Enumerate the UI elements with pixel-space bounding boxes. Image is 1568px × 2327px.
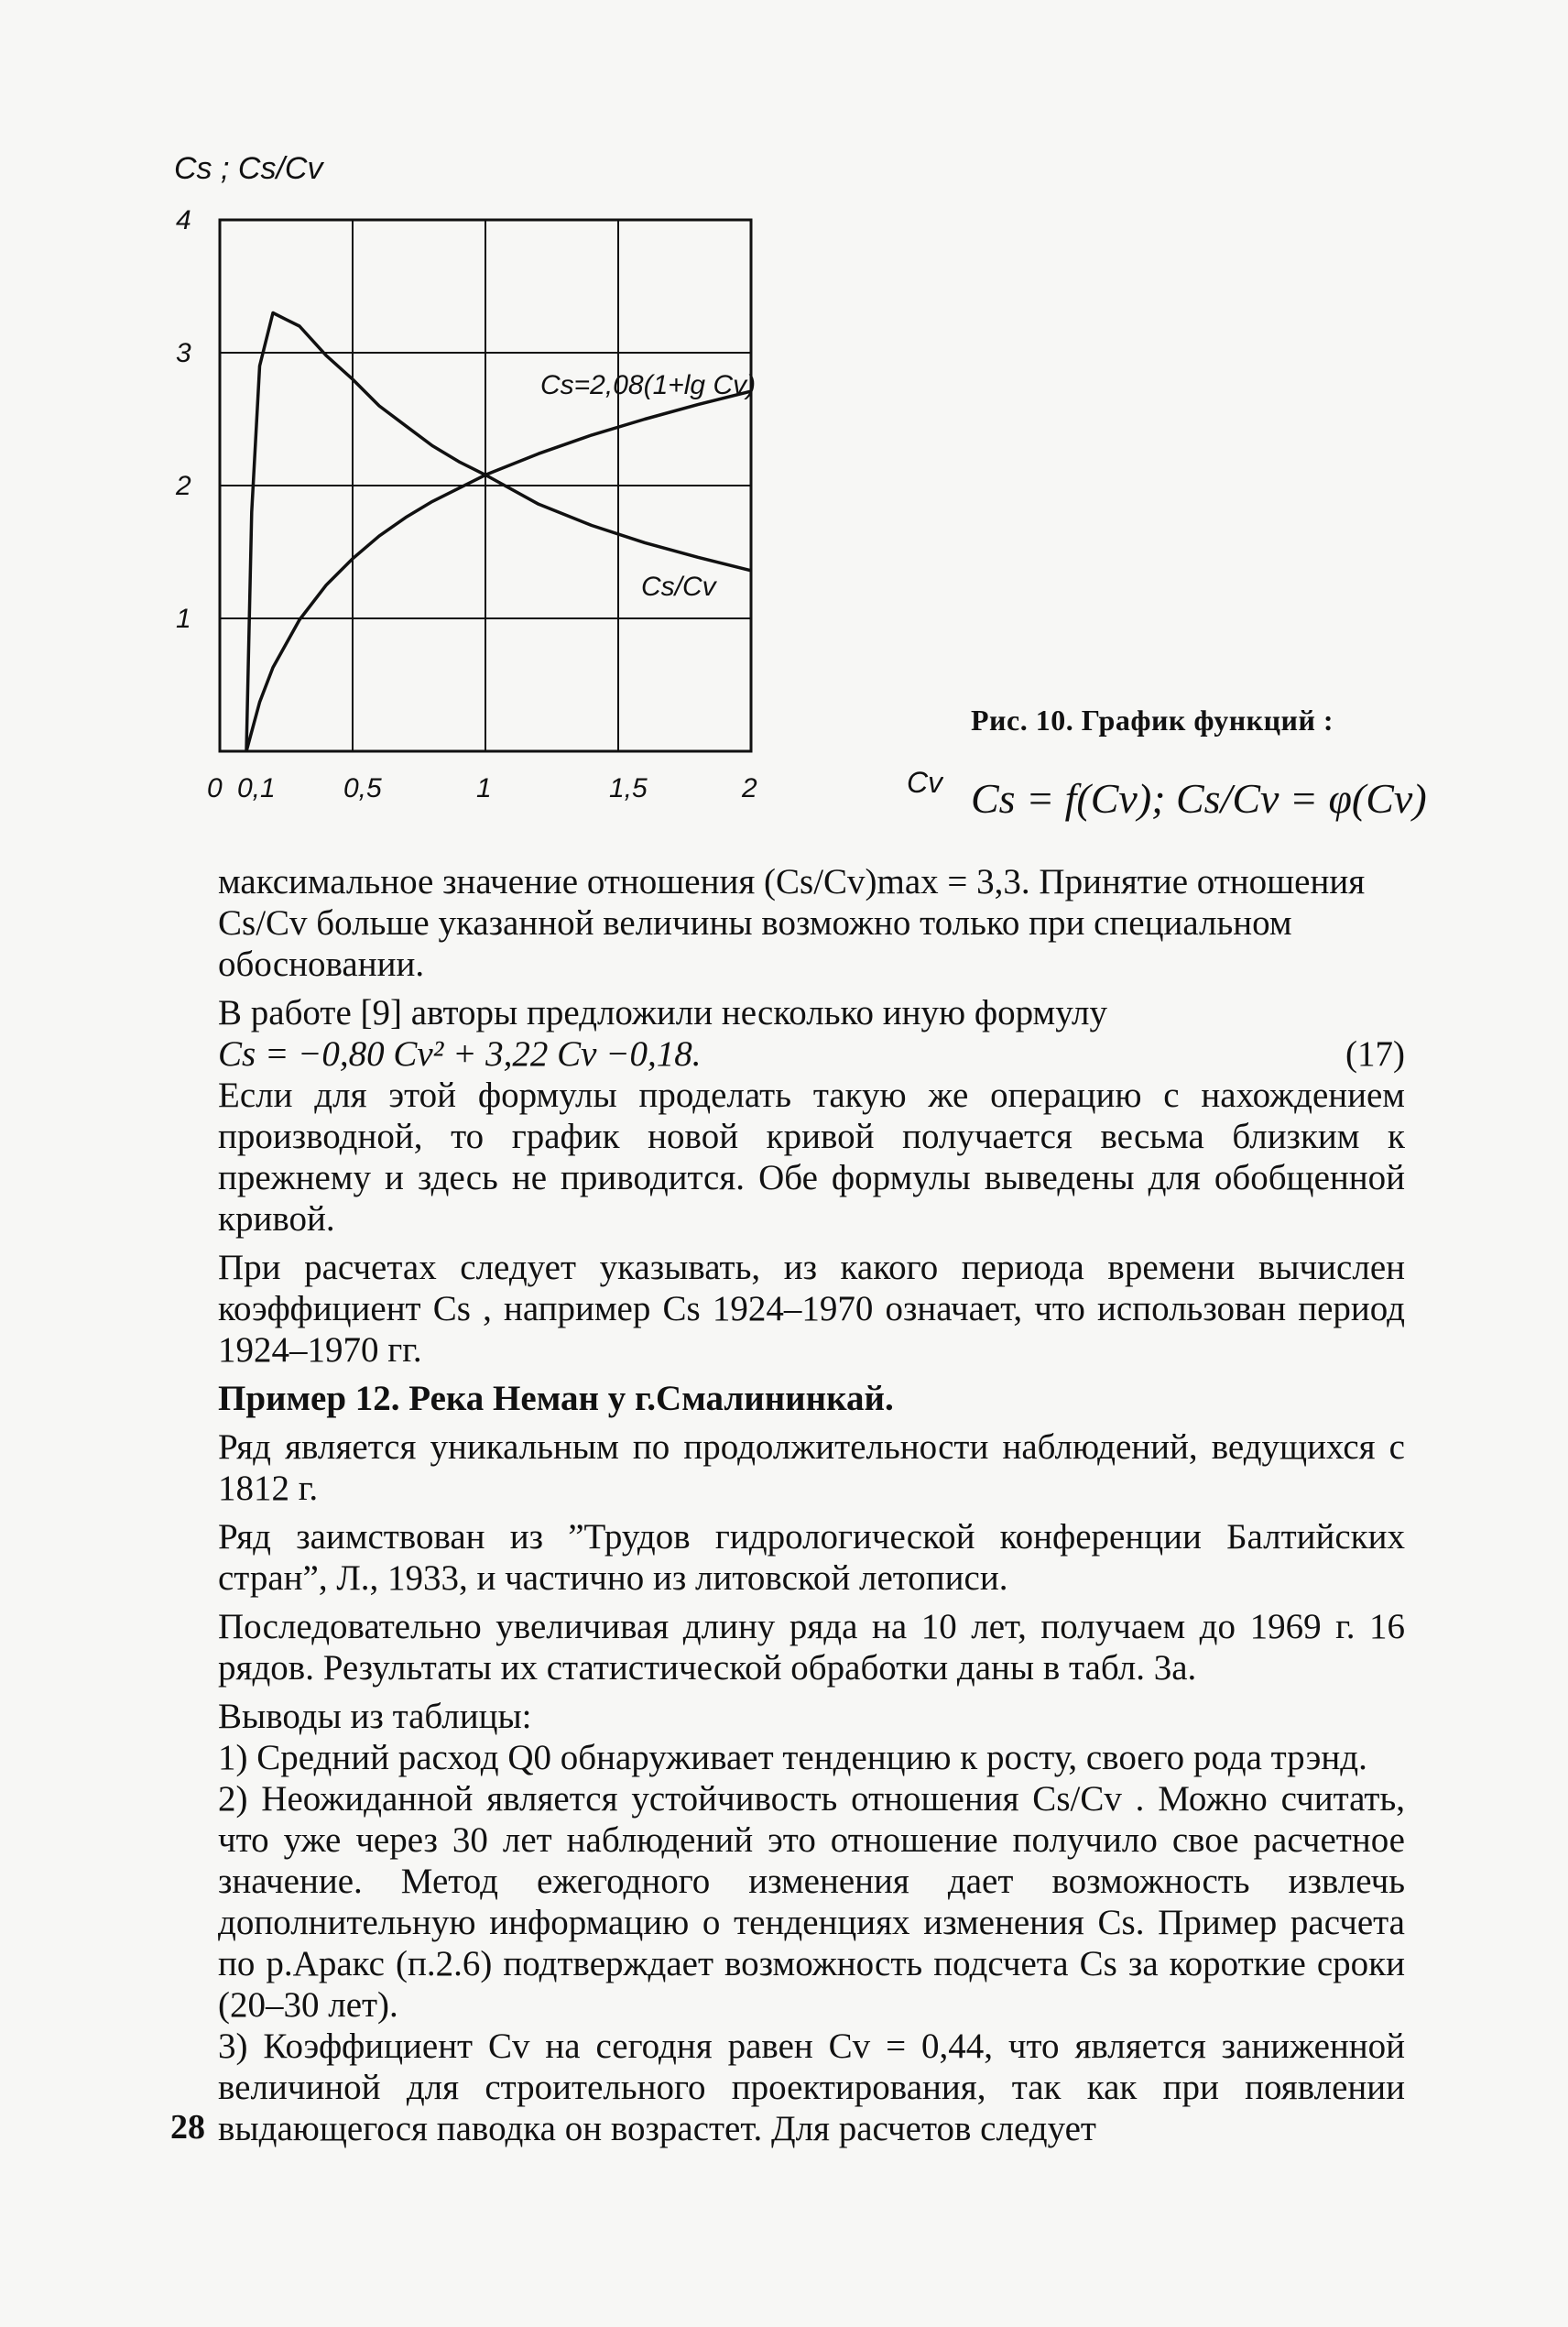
x-tick-label: 1,5	[609, 773, 648, 803]
paragraph: 2) Неожиданной является устойчивость отношения Cs/Cv . Можно считать, что уже через 30 лет наблюдений это отношение получило свое расчетное значение. Метод ежегодного изменения дает возможность извлечь дополнительную информацию о тенденциях изменения Cs. Пример расчета по р.Аракс (п.2.6) подтверждает возможность подсчета Cs за короткие сроки (20–30 лет).	[218, 1779, 1405, 2025]
paragraph: Если для этой формулы проделать такую же операцию с нахождением производной, то график новой кривой получается весьма близким к прежнему и здесь не приводится. Обе формулы выведены для обобщенной кривой.	[218, 1076, 1405, 1239]
paragraph: Последовательно увеличивая длину ряда на 10 лет, получаем до 1969 г. 16 рядов. Результаты их статистической обработки даны в табл. 3а.	[218, 1607, 1405, 1688]
y-axis-label: Cs ; Cs/Cv	[174, 151, 323, 186]
y-tick-label: 4	[176, 205, 191, 235]
formula-17	[218, 1033, 1405, 1075]
example-heading: Пример 12. Река Неман у г.Смалининкай.	[218, 1379, 894, 1418]
x-tick-label: 2	[742, 773, 757, 803]
paragraph: Выводы из таблицы:	[218, 1697, 532, 1736]
series-label-cs: Cs=2,08(1+lg Cv)	[540, 370, 757, 400]
y-tick-label: 1	[176, 604, 191, 634]
page-number: 28	[170, 2108, 205, 2147]
plot-area	[175, 205, 757, 803]
paragraph: В работе [9] авторы предложили несколько иную формулу	[218, 993, 1107, 1032]
x-tick-label: 0,1	[237, 773, 276, 803]
paragraph: максимальное значение отношения (Cs/Cv)max = 3,3. Принятие отношения	[218, 862, 1366, 901]
formula: Cs = −0,80 Cv² + 3,22 Cv −0,18.	[218, 1034, 702, 1074]
paragraph: 1) Средний расход Q0 обнаруживает тенденцию к росту, своего рода трэнд.	[218, 1738, 1367, 1777]
function-chart	[156, 137, 943, 815]
x-tick-label: 1	[476, 773, 492, 803]
paragraph: 3) Коэффициент Cv на сегодня равен Cv = 0,44, что является заниженной величиной для строительного проектирования, так как при появлении выдающегося паводка он возрастет. Для расчетов следует	[218, 2027, 1405, 2148]
x-axis-label: Cv	[907, 766, 943, 799]
caption-title: Рис. 10. График функций :	[971, 704, 1334, 737]
caption-formula: Cs = f(Cv); Cs/Cv = φ(Cv)	[971, 775, 1427, 822]
paragraph: обосновании.	[218, 945, 425, 984]
paragraph: Cs/Cv больше указанной величины возможно только при специальном	[218, 903, 1292, 943]
paragraph: Ряд заимствован из ”Трудов гидрологической конференции Балтийских стран”, Л., 1933, и частично из литовской летописи.	[218, 1517, 1405, 1598]
figure-caption	[971, 704, 1539, 823]
body-text	[218, 861, 1405, 2149]
series-label-cs-cv: Cs/Cv	[641, 572, 716, 602]
formula-number: (17)	[1345, 1034, 1405, 1074]
y-tick-label: 3	[176, 338, 191, 368]
paragraph: Ряд является уникальным по продолжительности наблюдений, ведущихся с 1812 г.	[218, 1427, 1405, 1508]
x-tick-label: 0,5	[343, 773, 382, 803]
y-tick-label: 2	[176, 471, 191, 501]
x-tick-label: 0	[207, 773, 223, 803]
paragraph: При расчетах следует указывать, из какого периода времени вычислен коэффициент Cs , например Cs 1924–1970 означает, что использован период 1924–1970 гг.	[218, 1248, 1405, 1370]
